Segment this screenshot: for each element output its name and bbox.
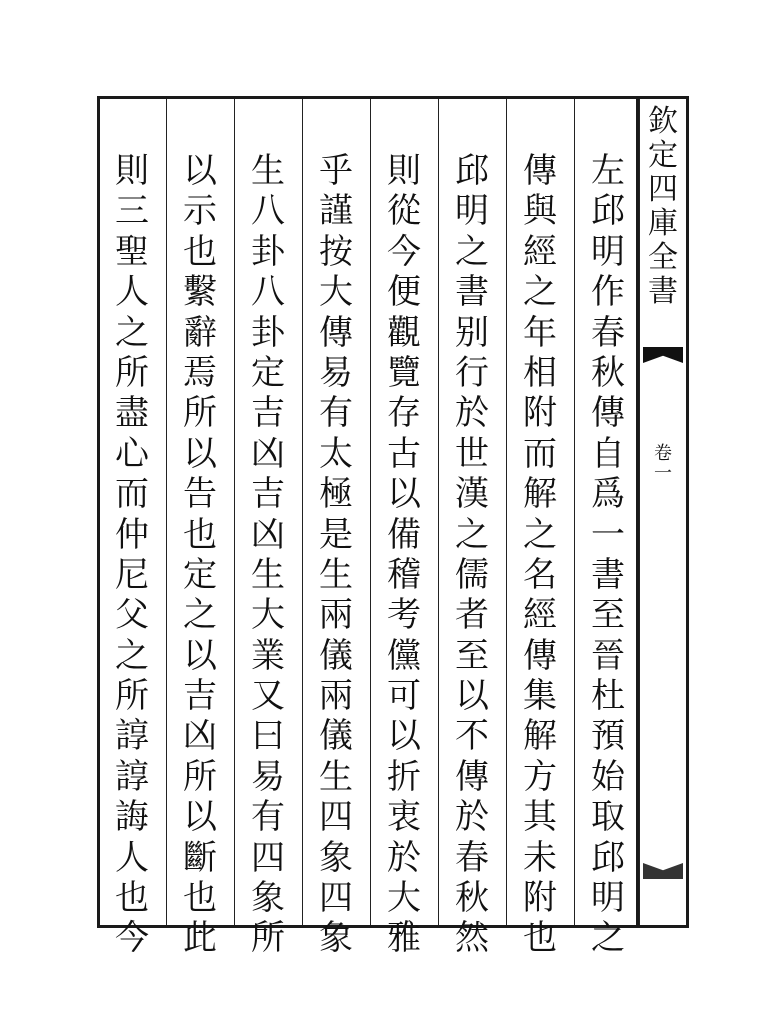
text-glyph: 謹: [319, 191, 353, 232]
text-glyph: 邱: [455, 151, 489, 191]
text-glyph: 是: [319, 514, 353, 555]
margin-glyph: 書: [648, 274, 678, 309]
text-glyph: 凶: [251, 433, 285, 474]
column-rule: [506, 99, 507, 925]
margin-rule: [639, 99, 640, 925]
text-glyph: 年: [523, 312, 557, 353]
text-glyph: 以: [387, 474, 421, 515]
text-glyph: 諄: [115, 756, 149, 797]
text-column-8: [100, 151, 164, 959]
text-glyph: 易: [319, 352, 353, 393]
margin-glyph: 卷: [654, 443, 672, 464]
text-glyph: 盡: [115, 393, 149, 434]
text-glyph: 爲: [591, 474, 625, 515]
text-glyph: 衷: [387, 797, 421, 838]
text-glyph: 秋: [591, 352, 625, 393]
text-glyph: 者: [455, 595, 489, 636]
text-glyph: 吉: [251, 393, 285, 434]
text-glyph: 也: [183, 231, 217, 272]
text-glyph: 便: [387, 272, 421, 313]
text-glyph: 今: [387, 231, 421, 272]
text-glyph: 斷: [183, 837, 217, 878]
text-glyph: 人: [115, 837, 149, 878]
text-glyph: 可: [387, 676, 421, 717]
text-glyph: 解: [523, 716, 557, 757]
column-rule: [166, 99, 167, 925]
text-column-7: [168, 151, 232, 959]
text-glyph: 取: [591, 797, 625, 838]
text-glyph: 以: [455, 676, 489, 717]
text-glyph: 易: [251, 756, 285, 797]
text-glyph: 其: [523, 797, 557, 838]
text-glyph: 生: [251, 151, 285, 191]
text-glyph: 有: [251, 797, 285, 838]
text-glyph: 自: [591, 433, 625, 474]
text-glyph: 之: [183, 595, 217, 636]
text-glyph: 曰: [251, 716, 285, 757]
text-glyph: 八: [251, 191, 285, 232]
text-glyph: 定: [251, 352, 285, 393]
text-glyph: 一: [591, 514, 625, 555]
text-glyph: 雅: [387, 918, 421, 959]
text-glyph: 傳: [523, 635, 557, 676]
text-glyph: 春: [591, 312, 625, 353]
text-glyph: 大: [387, 878, 421, 919]
text-glyph: 之: [115, 635, 149, 676]
text-glyph: 世: [455, 433, 489, 474]
text-glyph: 春: [455, 837, 489, 878]
text-glyph: 書: [591, 554, 625, 595]
text-glyph: 别: [455, 312, 489, 353]
text-glyph: 生: [319, 756, 353, 797]
margin-glyph: 一: [654, 463, 672, 484]
text-glyph: 所: [115, 676, 149, 717]
text-glyph: 誨: [115, 797, 149, 838]
text-glyph: 以: [183, 797, 217, 838]
text-glyph: 行: [455, 352, 489, 393]
text-glyph: 之: [455, 514, 489, 555]
text-glyph: 於: [387, 837, 421, 878]
text-glyph: 業: [251, 635, 285, 676]
text-glyph: 儒: [455, 554, 489, 595]
text-glyph: 凶: [183, 716, 217, 757]
text-glyph: 吉: [251, 474, 285, 515]
text-glyph: 尼: [115, 554, 149, 595]
text-glyph: 相: [523, 352, 557, 393]
text-column-2: [508, 151, 572, 959]
text-glyph: 仲: [115, 514, 149, 555]
column-rule: [574, 99, 575, 925]
text-glyph: 此: [183, 918, 217, 959]
text-glyph: 卦: [251, 231, 285, 272]
text-glyph: 至: [591, 595, 625, 636]
text-glyph: 邱: [591, 837, 625, 878]
text-glyph: 心: [115, 433, 149, 474]
text-glyph: 有: [319, 393, 353, 434]
text-glyph: 考: [387, 595, 421, 636]
text-glyph: 之: [523, 514, 557, 555]
text-glyph: 四: [319, 878, 353, 919]
text-glyph: 附: [523, 393, 557, 434]
text-column-5: [304, 151, 368, 959]
margin-glyph: 欽: [648, 104, 678, 139]
text-glyph: 儻: [387, 635, 421, 676]
text-glyph: 也: [115, 878, 149, 919]
text-glyph: 大: [319, 272, 353, 313]
text-glyph: 然: [455, 918, 489, 959]
text-glyph: 大: [251, 595, 285, 636]
text-glyph: 明: [591, 878, 625, 919]
text-glyph: 邱: [591, 191, 625, 232]
text-glyph: 覽: [387, 352, 421, 393]
text-glyph: 明: [455, 191, 489, 232]
text-glyph: 於: [455, 393, 489, 434]
text-glyph: 兩: [319, 595, 353, 636]
text-glyph: 從: [387, 191, 421, 232]
text-glyph: 儀: [319, 635, 353, 676]
page-frame: [97, 96, 639, 959]
column-rule: [234, 99, 235, 925]
text-glyph: 象: [251, 878, 285, 919]
text-glyph: 則: [387, 151, 421, 191]
text-glyph: 晉: [591, 635, 625, 676]
text-glyph: 又: [251, 676, 285, 717]
text-glyph: 則: [115, 151, 149, 191]
text-glyph: 經: [523, 231, 557, 272]
text-glyph: 而: [115, 474, 149, 515]
text-glyph: 經: [523, 595, 557, 636]
text-glyph: 解: [523, 474, 557, 515]
text-glyph: 所: [115, 352, 149, 393]
text-glyph: 所: [251, 918, 285, 959]
text-glyph: 所: [183, 393, 217, 434]
text-glyph: 傳: [591, 393, 625, 434]
text-glyph: 四: [319, 797, 353, 838]
text-glyph: 存: [387, 393, 421, 434]
text-glyph: 名: [523, 554, 557, 595]
text-glyph: 也: [523, 918, 557, 959]
text-glyph: 而: [523, 433, 557, 474]
text-glyph: 生: [251, 554, 285, 595]
column-rule: [302, 99, 303, 925]
margin-glyph: 庫: [648, 206, 678, 241]
text-glyph: 不: [455, 716, 489, 757]
text-glyph: 示: [183, 191, 217, 232]
column-rule: [370, 99, 371, 925]
text-glyph: 左: [591, 151, 625, 191]
collection-title: [641, 105, 685, 309]
text-glyph: 觀: [387, 312, 421, 353]
text-glyph: 之: [523, 272, 557, 313]
text-glyph: 繫: [183, 272, 217, 313]
volume-label: [647, 444, 679, 484]
text-glyph: 杜: [591, 676, 625, 717]
text-glyph: 乎: [319, 151, 353, 191]
text-glyph: 始: [591, 756, 625, 797]
text-glyph: 凶: [251, 514, 285, 555]
text-glyph: 以: [183, 433, 217, 474]
text-glyph: 書: [455, 272, 489, 313]
text-glyph: 與: [523, 191, 557, 232]
text-column-3: [440, 151, 504, 959]
text-glyph: 極: [319, 474, 353, 515]
text-glyph: 辭: [183, 312, 217, 353]
text-glyph: 附: [523, 878, 557, 919]
text-glyph: 預: [591, 716, 625, 757]
text-glyph: 太: [319, 433, 353, 474]
text-glyph: 之: [115, 312, 149, 353]
text-glyph: 傳: [523, 151, 557, 191]
text-glyph: 之: [455, 231, 489, 272]
text-glyph: 人: [115, 272, 149, 313]
text-glyph: 也: [183, 514, 217, 555]
text-glyph: 焉: [183, 352, 217, 393]
text-glyph: 未: [523, 837, 557, 878]
text-glyph: 吉: [183, 676, 217, 717]
margin-glyph: 定: [648, 138, 678, 173]
margin-glyph: 四: [648, 172, 678, 207]
text-glyph: 卦: [251, 312, 285, 353]
page-margin-strip: [639, 96, 689, 928]
text-column-4: [372, 151, 436, 959]
fishtail-mark-icon: [643, 347, 683, 363]
text-glyph: 方: [523, 756, 557, 797]
text-glyph: 稽: [387, 554, 421, 595]
text-glyph: 以: [387, 716, 421, 757]
text-glyph: 也: [183, 878, 217, 919]
text-glyph: 告: [183, 474, 217, 515]
text-glyph: 備: [387, 514, 421, 555]
text-glyph: 以: [183, 151, 217, 191]
text-glyph: 之: [591, 918, 625, 959]
text-glyph: 定: [183, 554, 217, 595]
text-glyph: 於: [455, 797, 489, 838]
text-glyph: 按: [319, 231, 353, 272]
text-glyph: 今: [115, 918, 149, 959]
text-glyph: 象: [319, 918, 353, 959]
text-glyph: 父: [115, 595, 149, 636]
text-glyph: 聖: [115, 231, 149, 272]
text-glyph: 所: [183, 756, 217, 797]
text-column-6: [236, 151, 300, 959]
text-glyph: 三: [115, 191, 149, 232]
text-glyph: 傳: [319, 312, 353, 353]
text-glyph: 明: [591, 231, 625, 272]
text-glyph: 漢: [455, 474, 489, 515]
text-glyph: 儀: [319, 716, 353, 757]
text-glyph: 集: [523, 676, 557, 717]
text-glyph: 作: [591, 272, 625, 313]
text-glyph: 折: [387, 756, 421, 797]
fishtail-mark-bottom-icon: [643, 863, 683, 879]
column-rule: [438, 99, 439, 925]
text-glyph: 秋: [455, 878, 489, 919]
text-glyph: 生: [319, 554, 353, 595]
text-glyph: 兩: [319, 676, 353, 717]
text-glyph: 傳: [455, 756, 489, 797]
text-glyph: 象: [319, 837, 353, 878]
margin-glyph: 全: [648, 240, 678, 275]
text-glyph: 古: [387, 433, 421, 474]
text-glyph: 諄: [115, 716, 149, 757]
text-glyph: 以: [183, 635, 217, 676]
text-column-1: [576, 151, 640, 959]
text-glyph: 至: [455, 635, 489, 676]
text-glyph: 四: [251, 837, 285, 878]
text-glyph: 八: [251, 272, 285, 313]
